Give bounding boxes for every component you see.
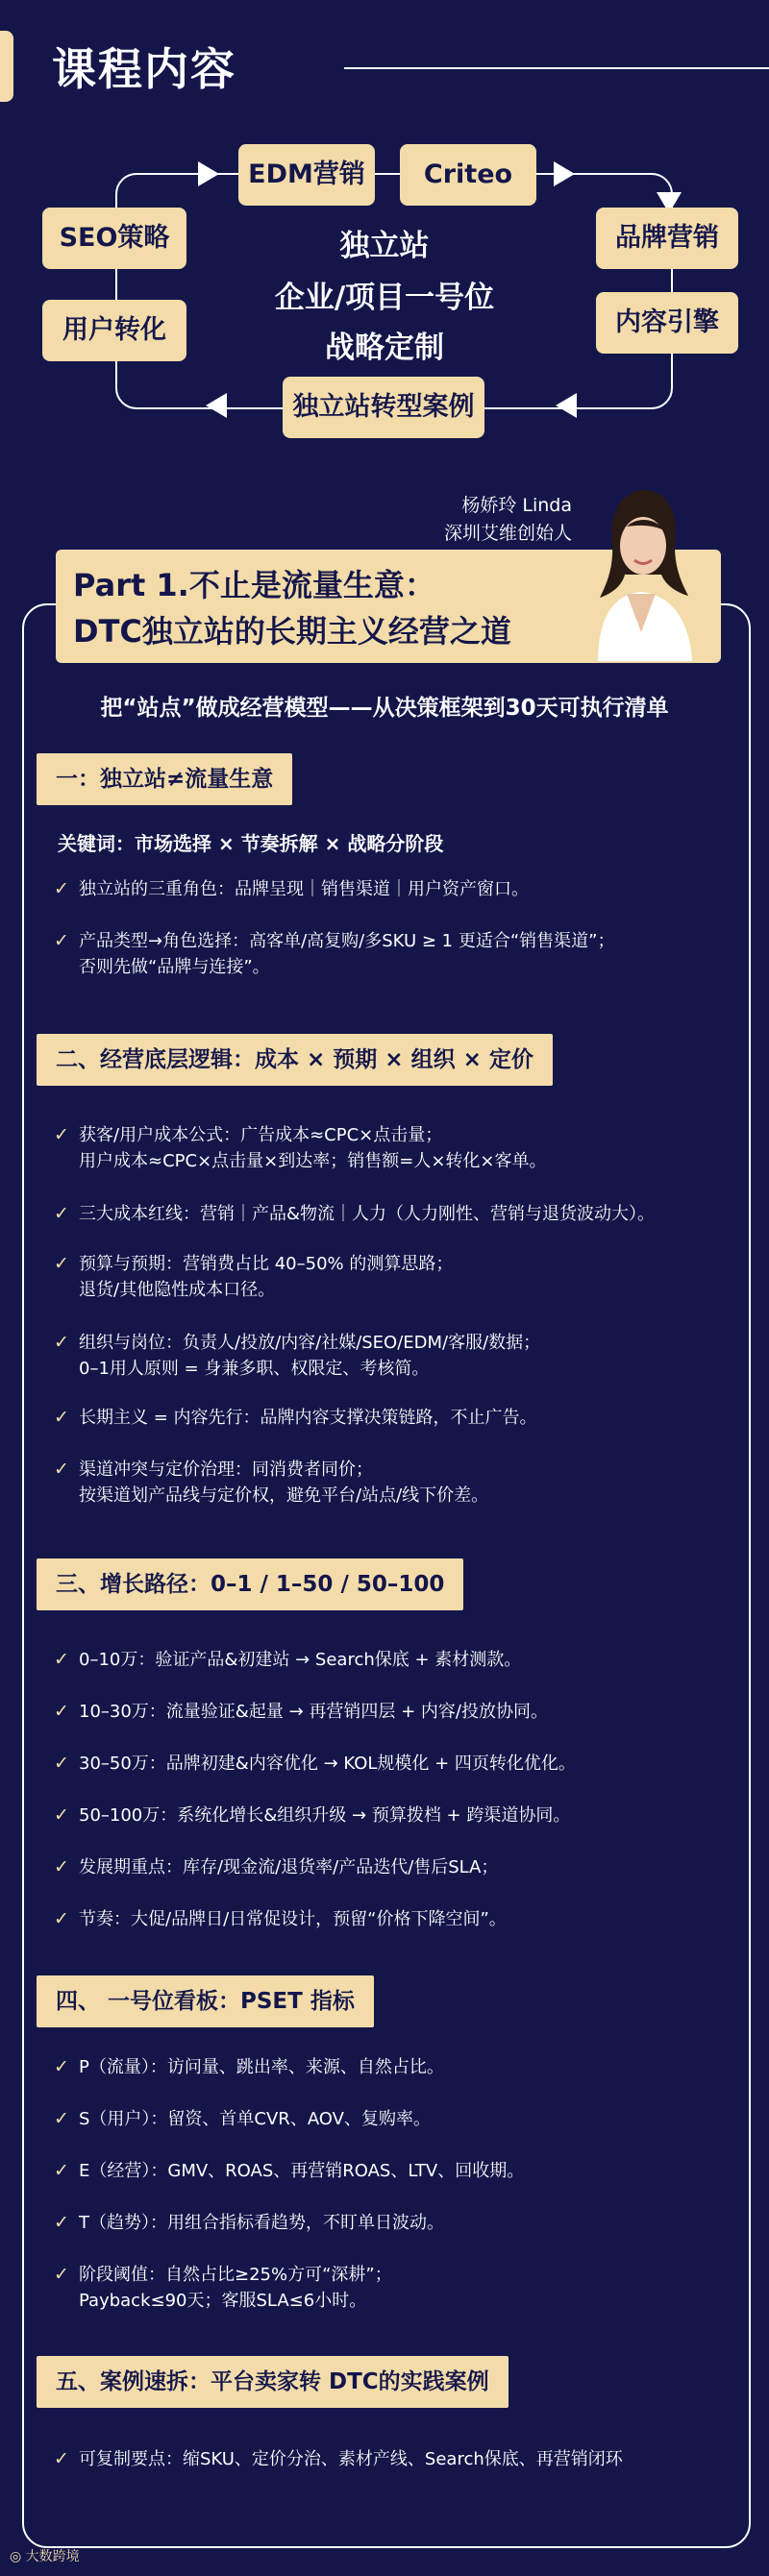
section-tag: 三、增长路径：0–1 / 1–50 / 50–100 [37, 1558, 463, 1610]
check-icon: ✓ [54, 1253, 69, 1274]
section-tag: 二、经营底层逻辑：成本 × 预期 × 组织 × 定价 [37, 1034, 553, 1086]
footer-logo [10, 2546, 80, 2565]
check-icon: ✓ [54, 1124, 69, 1145]
section-keywords: 关键词：市场选择 × 节奏拆解 × 战略分阶段 [58, 832, 444, 855]
center-line-3: 战略定制 [325, 331, 444, 365]
check-icon: ✓ [54, 1459, 69, 1480]
node-edm: EDM营销 [238, 144, 375, 206]
title-accent-bar [0, 31, 13, 102]
list-item: ✓ 产品类型→角色选择：高客单/高复购/多SKU ≥ 1 更适合“销售渠道”； 否则先做“品牌与连接”。 [54, 930, 615, 977]
node-case: 独立站转型案例 [283, 377, 484, 438]
instructor-info [444, 492, 572, 548]
check-icon: ✓ [54, 878, 69, 899]
list-item: ✓ 渠道冲突与定价治理：同消费者同价； 按渠道划产品线与定价权，避免平台/站点/线下价差。 [54, 1459, 489, 1506]
part-title-line-1: Part 1.不止是流量生意： [73, 567, 435, 603]
list-item: ✓ P（流量）：访问量、跳出率、来源、自然占比。 [54, 2054, 736, 2080]
list-item: ✓ 节奏：大促/品牌日/日常促设计，预留“价格下降空间”。 [54, 1906, 736, 1932]
node-brand: 品牌营销 [596, 208, 738, 269]
arrow-left-icon [556, 393, 577, 418]
list-item: ✓ 发展期重点：库存/现金流/退货率/产品迭代/售后SLA； [54, 1854, 736, 1880]
list-item: ✓ 独立站的三重角色：品牌呈现｜销售渠道｜用户资产窗口。 [54, 876, 736, 902]
list-item: ✓ 30–50万：品牌初建&内容优化 → KOL规模化 + 四页转化优化。 [54, 1751, 736, 1777]
instructor-portrait-icon [569, 478, 713, 661]
check-icon: ✓ [54, 2264, 69, 2285]
list-item: ✓ T（趋势）：用组合指标看趋势，不盯单日波动。 [54, 2210, 736, 2236]
node-criteo: Criteo [400, 144, 536, 206]
instructor-title: 深圳艾维创始人 [443, 523, 572, 544]
check-icon: ✓ [54, 1407, 69, 1428]
list-item: ✓ 长期主义 = 内容先行：品牌内容支撑决策链路，不止广告。 [54, 1405, 736, 1431]
title-divider [344, 67, 769, 69]
node-content: 内容引擎 [596, 292, 738, 354]
center-line-1: 独立站 [339, 229, 430, 263]
arrow-right-icon [554, 161, 575, 186]
part-subtitle: 把“站点”做成经营模型——从决策框架到30天可执行清单 [100, 696, 669, 721]
arrow-right-icon [198, 161, 219, 186]
check-icon: ✓ [54, 2160, 69, 2181]
arrow-left-icon [206, 393, 227, 418]
page-title: 课程内容 [52, 43, 236, 95]
check-icon: ✓ [54, 2056, 69, 2077]
check-icon: ✓ [54, 2108, 69, 2129]
list-item: ✓ 10–30万：流量验证&起量 → 再营销四层 + 内容/投放协同。 [54, 1699, 736, 1725]
check-icon: ✓ [54, 1332, 69, 1353]
list-item: ✓ 组织与岗位：负责人/投放/内容/社媒/SEO/EDM/客服/数据； 0–1用人原则 = 身兼多职、权限定、考核简。 [54, 1332, 541, 1379]
list-item: ✓ 获客/用户成本公式：广告成本≈CPC×点击量； 用户成本≈CPC×点击量×到达率；销售额=人×转化×客单。 [54, 1124, 547, 1171]
list-item: ✓ 50–100万：系统化增长&组织升级 → 预算拨档 + 跨渠道协同。 [54, 1803, 736, 1828]
check-icon: ✓ [54, 1804, 69, 1826]
list-item: ✓ S（用户）：留资、首单CVR、AOV、复购率。 [54, 2106, 736, 2132]
part-title-line-2: DTC独立站的长期主义经营之道 [73, 613, 511, 650]
section-tag: 一：独立站≠流量生意 [37, 753, 292, 805]
check-icon: ✓ [54, 1753, 69, 1774]
list-item: ✓ 可复制要点：缩SKU、定价分治、素材产线、Search保底、再营销闭环 [54, 2446, 736, 2472]
check-icon: ✓ [54, 1203, 69, 1224]
check-icon: ✓ [54, 2212, 69, 2233]
node-seo: SEO策略 [42, 208, 186, 269]
section-tag: 五、案例速拆：平台卖家转 DTC的实践案例 [37, 2356, 509, 2408]
check-icon: ✓ [54, 930, 69, 951]
list-item: ✓ 三大成本红线：营销｜产品&物流｜人力（人力刚性、营销与退货波动大）。 [54, 1201, 736, 1227]
instructor-name: 杨娇玲 Linda [461, 495, 572, 516]
check-icon: ✓ [54, 1908, 69, 1929]
list-item: ✓ E（经营）：GMV、ROAS、再营销ROAS、LTV、回收期。 [54, 2158, 736, 2184]
center-line-2: 企业/项目一号位 [274, 281, 495, 315]
check-icon: ✓ [54, 1649, 69, 1670]
check-icon: ✓ [54, 2448, 69, 2469]
node-user: 用户转化 [42, 300, 186, 361]
section-tag: 四、 一号位看板：PSET 指标 [37, 1975, 374, 2027]
logo-text: 大数跨境 [25, 2549, 80, 2564]
check-icon: ✓ [54, 1701, 69, 1722]
list-item: ✓ 0–10万：验证产品&初建站 → Search保底 + 素材测款。 [54, 1647, 736, 1673]
list-item: ✓ 阶段阈值：自然占比≥25%方可“深耕”； Payback≤90天；客服SLA≤6小时。 [54, 2264, 392, 2311]
logo-icon: ◎ [10, 2549, 26, 2564]
list-item: ✓ 预算与预期：营销费占比 40–50% 的测算思路； 退货/其他隐性成本口径。 [54, 1253, 454, 1300]
check-icon: ✓ [54, 1856, 69, 1877]
